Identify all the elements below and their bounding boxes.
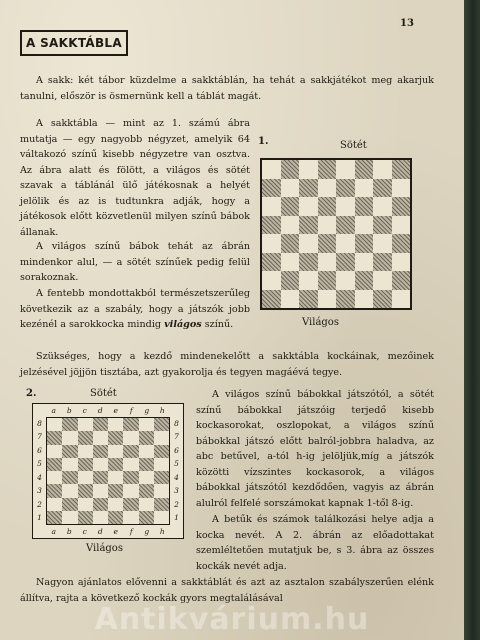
board-square: [62, 471, 77, 484]
file-label-top: e: [113, 405, 118, 415]
page-number: 13: [400, 18, 414, 29]
figure-2-bottom-label: Világos: [86, 543, 123, 554]
file-label-top: f: [129, 405, 133, 415]
board-square: [139, 484, 154, 497]
board-square: [355, 253, 374, 272]
board-square: [318, 253, 337, 272]
board-square: [262, 271, 281, 290]
file-label-bottom: a: [51, 526, 56, 536]
book-binding: [462, 0, 480, 640]
file-label-bottom: b: [66, 526, 72, 536]
rank-label-right: 6: [174, 445, 179, 455]
board-square: [262, 234, 281, 253]
file-label-top: c: [82, 405, 87, 415]
board-square: [373, 160, 392, 179]
board-square: [336, 290, 355, 309]
rank-label-right: 2: [174, 499, 179, 509]
file-label-top: d: [97, 405, 103, 415]
figure-1-bottom-label: Világos: [302, 317, 339, 328]
board-square: [47, 498, 62, 511]
board-square: [336, 234, 355, 253]
board-square: [154, 471, 169, 484]
board-square: [62, 445, 77, 458]
board-square: [318, 160, 337, 179]
board-square: [62, 431, 77, 444]
board-square: [392, 253, 411, 272]
corner-rule-emphasis: világos: [164, 319, 202, 330]
board-square: [299, 234, 318, 253]
board-square: [355, 216, 374, 235]
board-square: [392, 234, 411, 253]
rank-label-right: 3: [174, 486, 179, 496]
board-square: [262, 179, 281, 198]
file-label-bottom: g: [144, 526, 150, 536]
paragraph-corner-rule: [20, 286, 250, 333]
board-square: [93, 471, 108, 484]
paragraph-practice-advice: Nagyon ajánlatos elővenni a sakktáblát és azt az asztalon szabályszerűen elénk állítva, rajta a következő kockák gyors megtalálásával: [20, 577, 434, 604]
board-square: [78, 498, 93, 511]
rank-label-left: 8: [37, 418, 42, 428]
board-square: [318, 197, 337, 216]
board-square: [139, 418, 154, 431]
board-square: [299, 160, 318, 179]
board-square: [154, 498, 169, 511]
file-label-bottom: d: [97, 526, 103, 536]
board-square: [373, 216, 392, 235]
rank-label-left: 6: [37, 445, 42, 455]
board-square: [336, 179, 355, 198]
board-square: [93, 511, 108, 524]
board-square: [78, 471, 93, 484]
board-square: [281, 216, 300, 235]
board-square: [139, 458, 154, 471]
board-square: [139, 511, 154, 524]
board-square: [318, 179, 337, 198]
board-square: [139, 445, 154, 458]
board-square: [318, 290, 337, 309]
board-square: [392, 271, 411, 290]
section-heading: A SAKKTÁBLA: [20, 30, 128, 56]
board-square: [62, 498, 77, 511]
board-square: [262, 197, 281, 216]
board-square: [392, 179, 411, 198]
board-square: [154, 511, 169, 524]
board-square: [108, 458, 123, 471]
corner-rule-end: színű.: [204, 319, 234, 330]
board-square: [373, 290, 392, 309]
board-square: [108, 484, 123, 497]
paragraph-board-description: A sakktábla — mint az 1. számú ábra mutatja — egy nagyobb négyzet, amelyik 64 váltakozó színű kisebb négyzetre van osztva. Az ábra alatt és fölött, a világos és sötét szavak a táblánál ülő játékosnak a helyét jelölik és az is tudtunkra adják, hogy a játékosok előtt közvetlenül milyen színű bábok állanak.: [20, 118, 250, 238]
board-square: [299, 179, 318, 198]
rank-label-left: 1: [37, 513, 42, 523]
file-label-bottom: e: [113, 526, 118, 536]
board-square: [299, 253, 318, 272]
rank-label-right: 7: [174, 432, 179, 442]
paragraph-notation-rules: A világos színű bábokkal játszótól, a sötét színű bábokkal játszóig terjedő kisebb kockasorokat, oszlopokat, a világos színű bábokkal játszó előtt balról-jobbra haladva, az abc betűvel, a-tól h-ig jelöljük,míg a játszók közötti vízszintes kockasorok, a világos bábokkal játszótól kezdődően, vagyis az ábrán alulról felfelé sorszámokat kapnak 1-től 8-ig.: [196, 389, 434, 509]
board-square: [318, 234, 337, 253]
board-square: [123, 511, 138, 524]
board-square: [93, 484, 108, 497]
board-square: [299, 271, 318, 290]
board-square: [281, 290, 300, 309]
rank-label-left: 4: [37, 472, 42, 482]
board-square: [355, 271, 374, 290]
board-square: [373, 271, 392, 290]
board-square: [93, 431, 108, 444]
rank-label-right: 5: [174, 459, 179, 469]
paragraph-piece-placement: A világos színű bábok tehát az ábrán mindenkor alul, — a sötét színűek pedig felül sorakoznak.: [20, 241, 250, 283]
board-square: [47, 418, 62, 431]
watermark-text: Antikvárium.hu: [94, 602, 370, 637]
board-square: [336, 253, 355, 272]
board-square: [262, 253, 281, 272]
board-square: [392, 216, 411, 235]
figure-2-top-label: Sötét: [90, 388, 117, 399]
board-square: [355, 290, 374, 309]
board-square: [355, 197, 374, 216]
board-square: [139, 498, 154, 511]
file-label-top: b: [66, 405, 72, 415]
board-square: [336, 216, 355, 235]
board-square: [392, 160, 411, 179]
figure-2-number: 2.: [26, 388, 37, 399]
rank-label-right: 1: [174, 513, 179, 523]
board-square: [154, 431, 169, 444]
board-square: [336, 271, 355, 290]
file-label-bottom: c: [82, 526, 87, 536]
board-square: [93, 445, 108, 458]
board-square: [78, 458, 93, 471]
board-square: [123, 445, 138, 458]
board-square: [93, 418, 108, 431]
board-square: [299, 216, 318, 235]
file-label-top: g: [144, 405, 150, 415]
board-square: [47, 511, 62, 524]
board-square: [281, 160, 300, 179]
figure-2-squares: [46, 417, 170, 525]
board-square: [392, 197, 411, 216]
paragraph-notation-intro: Szükséges, hogy a kezdő mindenekelőtt a sakktábla kockáinak, mezőinek jelzésével jöjjön tisztába, azt gyakorolja és tegyen magáévá tegye.: [20, 351, 434, 378]
board-square: [62, 511, 77, 524]
board-square: [373, 179, 392, 198]
board-square: [154, 418, 169, 431]
board-square: [355, 234, 374, 253]
board-square: [123, 431, 138, 444]
rank-label-right: 4: [174, 472, 179, 482]
board-square: [318, 216, 337, 235]
rank-label-left: 5: [37, 459, 42, 469]
board-square: [93, 498, 108, 511]
board-square: [123, 458, 138, 471]
board-square: [392, 290, 411, 309]
board-square: [47, 445, 62, 458]
board-square: [108, 511, 123, 524]
board-square: [154, 445, 169, 458]
intro-paragraph: A sakk: két tábor küzdelme a sakktáblán, ha tehát a sakkjátékot meg akarjuk tanulni, először is ösmernünk kell a táblát magát.: [20, 75, 434, 102]
file-label-bottom: f: [129, 526, 133, 536]
board-square: [47, 458, 62, 471]
board-square: [78, 511, 93, 524]
board-square: [139, 431, 154, 444]
board-square: [139, 471, 154, 484]
board-square: [78, 431, 93, 444]
board-square: [281, 197, 300, 216]
board-square: [108, 445, 123, 458]
corner-rule-text: A fentebb mondottakból természetszerűleg következik az a szabály, hogy a játszók jobb kezénél a sarokkocka mindig: [20, 288, 250, 330]
board-square: [62, 418, 77, 431]
board-square: [78, 484, 93, 497]
board-square: [281, 271, 300, 290]
board-square: [78, 445, 93, 458]
board-square: [154, 484, 169, 497]
board-square: [108, 418, 123, 431]
board-square: [355, 179, 374, 198]
board-square: [154, 458, 169, 471]
board-square: [108, 471, 123, 484]
board-square: [281, 253, 300, 272]
paragraph-square-names: A betűk és számok találkozási helye adja a kocka nevét. A 2. ábrán az előadottakat szemléltetően mutatjuk be, s 3. ábra az összes kockák nevét adja.: [196, 514, 434, 572]
board-square: [336, 197, 355, 216]
board-square: [93, 458, 108, 471]
board-square: [108, 498, 123, 511]
board-square: [336, 160, 355, 179]
board-square: [262, 290, 281, 309]
rank-label-left: 2: [37, 499, 42, 509]
board-square: [318, 271, 337, 290]
rank-label-left: 7: [37, 432, 42, 442]
board-square: [47, 484, 62, 497]
board-square: [62, 484, 77, 497]
file-label-bottom: h: [159, 526, 165, 536]
rank-label-right: 8: [174, 418, 179, 428]
board-square: [47, 471, 62, 484]
board-square: [373, 253, 392, 272]
board-square: [299, 290, 318, 309]
file-label-top: h: [159, 405, 165, 415]
board-square: [281, 234, 300, 253]
board-square: [123, 471, 138, 484]
board-square: [262, 160, 281, 179]
board-square: [281, 179, 300, 198]
figure-1-top-label: Sötét: [340, 140, 367, 151]
board-square: [355, 160, 374, 179]
board-square: [123, 484, 138, 497]
chessboard-figure-2: [32, 403, 184, 539]
rank-label-left: 3: [37, 486, 42, 496]
board-square: [123, 418, 138, 431]
file-label-top: a: [51, 405, 56, 415]
board-square: [47, 431, 62, 444]
chessboard-figure-1: [260, 158, 412, 310]
board-square: [262, 216, 281, 235]
board-square: [78, 418, 93, 431]
board-square: [108, 431, 123, 444]
board-square: [123, 498, 138, 511]
figure-1-number: 1.: [258, 136, 269, 147]
board-square: [373, 197, 392, 216]
board-square: [373, 234, 392, 253]
board-square: [299, 197, 318, 216]
board-square: [62, 458, 77, 471]
